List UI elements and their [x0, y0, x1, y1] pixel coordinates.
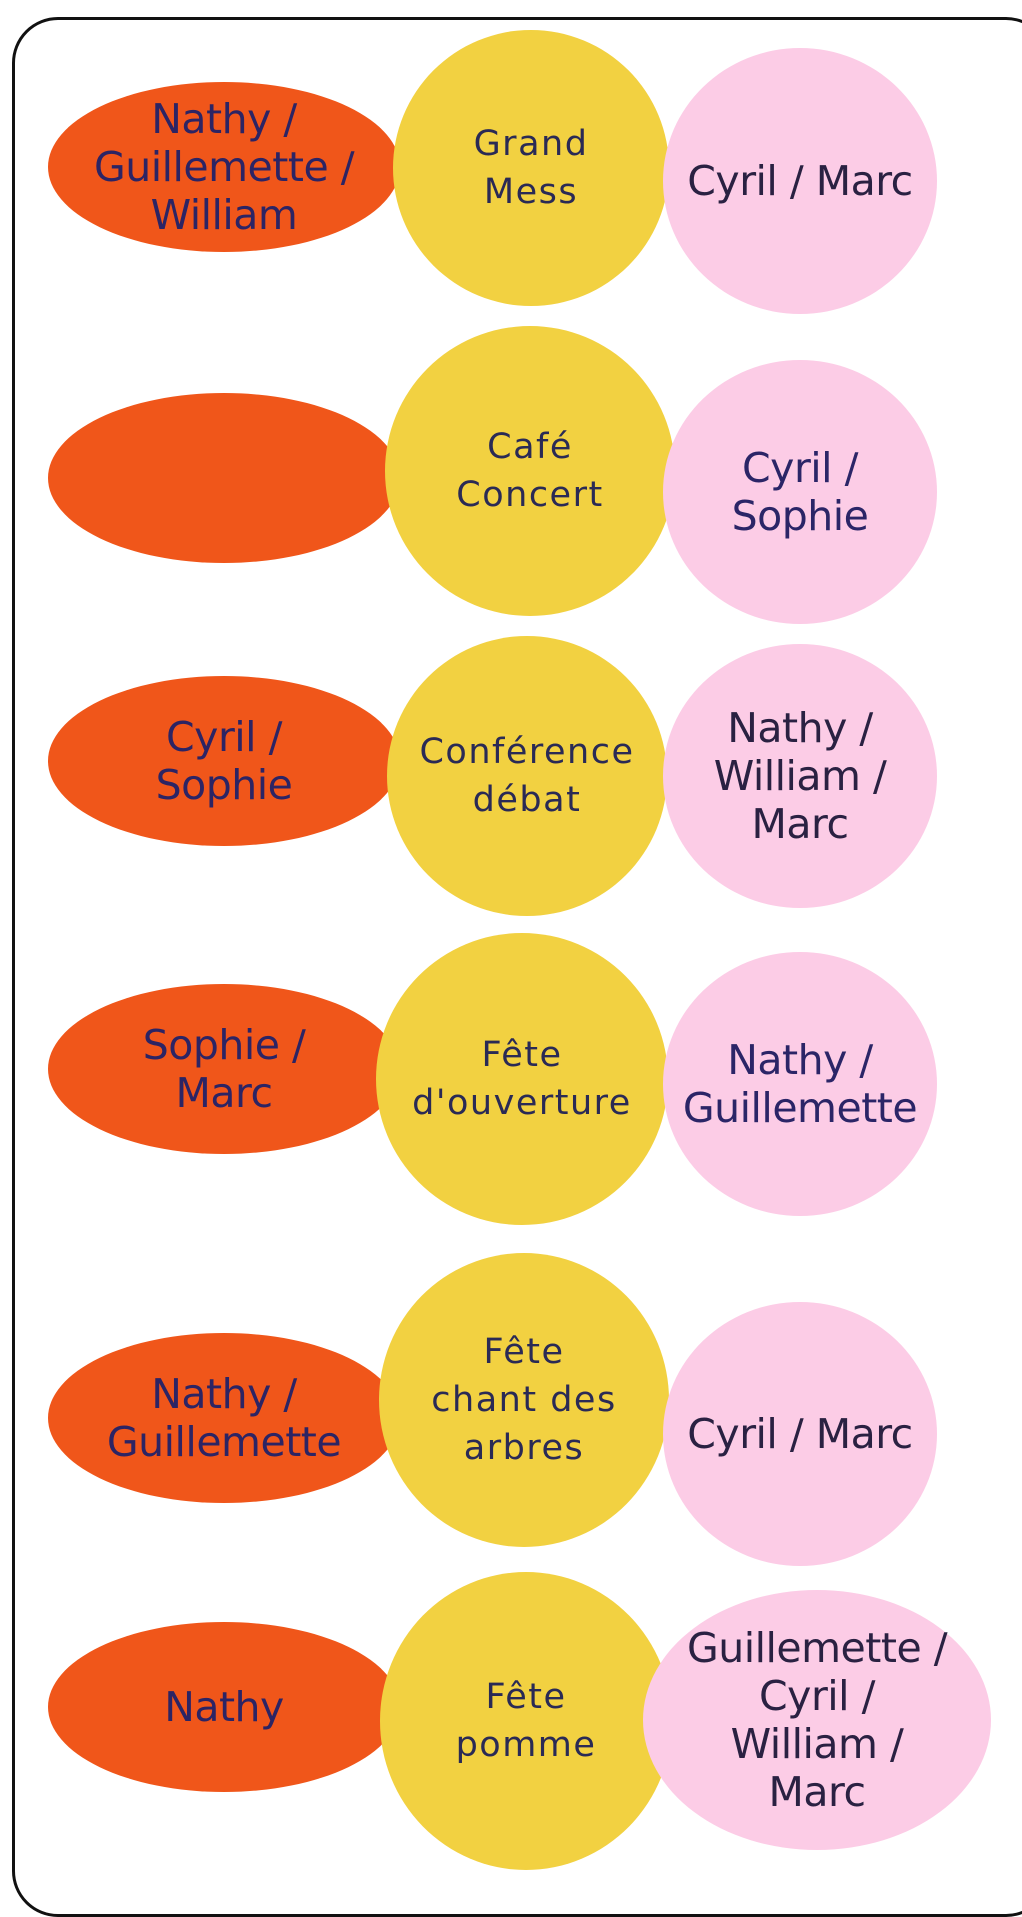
right-label-row-4: Nathy / Guillemette: [682, 1036, 918, 1132]
right-label-row-6: Guillemette / Cyril / William / Marc: [686, 1624, 948, 1816]
left-ellipse-row-4: [48, 984, 400, 1154]
event-label-row-5: Fête chant des arbres: [431, 1332, 617, 1468]
right-label-row-2: Cyril / Sophie: [731, 444, 869, 540]
left-ellipse-row-6: [48, 1622, 400, 1792]
right-circle-row-2: [663, 360, 937, 624]
left-label-row-5: Nathy / Guillemette: [106, 1370, 342, 1466]
left-label-row-3: Cyril / Sophie: [155, 713, 293, 809]
right-label-row-5: Cyril / Marc: [687, 1410, 913, 1458]
left-label-row-1: Nathy / Guillemette / William: [93, 95, 355, 239]
right-circle-row-6: [643, 1590, 991, 1850]
left-label-row-4: Sophie / Marc: [142, 1021, 306, 1117]
event-circle-row-3: [387, 636, 667, 916]
event-label-row-4: Fête d'ouverture: [412, 1035, 632, 1123]
event-label-row-6: Fête pomme: [455, 1677, 597, 1765]
event-circle-row-6: [380, 1572, 672, 1870]
event-circle-row-1: [393, 30, 669, 306]
right-circle-row-1: [663, 48, 937, 314]
event-circle-row-4: [376, 933, 668, 1225]
left-ellipse-row-5: [48, 1333, 400, 1503]
left-ellipse-row-1: [48, 82, 400, 252]
event-circle-row-2: [385, 326, 675, 616]
event-circle-row-5: [379, 1253, 669, 1547]
right-circle-row-3: [663, 644, 937, 908]
right-circle-row-5: [663, 1302, 937, 1566]
right-circle-row-4: [663, 952, 937, 1216]
event-label-row-3: Conférence débat: [419, 732, 635, 820]
left-ellipse-row-2: [48, 393, 400, 563]
right-label-row-3: Nathy / William / Marc: [713, 704, 887, 848]
event-label-row-1: Grand Mess: [473, 124, 589, 212]
left-label-row-6: Nathy: [164, 1683, 284, 1731]
left-ellipse-row-3: [48, 676, 400, 846]
event-label-row-2: Café Concert: [456, 427, 604, 515]
right-label-row-1: Cyril / Marc: [687, 157, 913, 205]
